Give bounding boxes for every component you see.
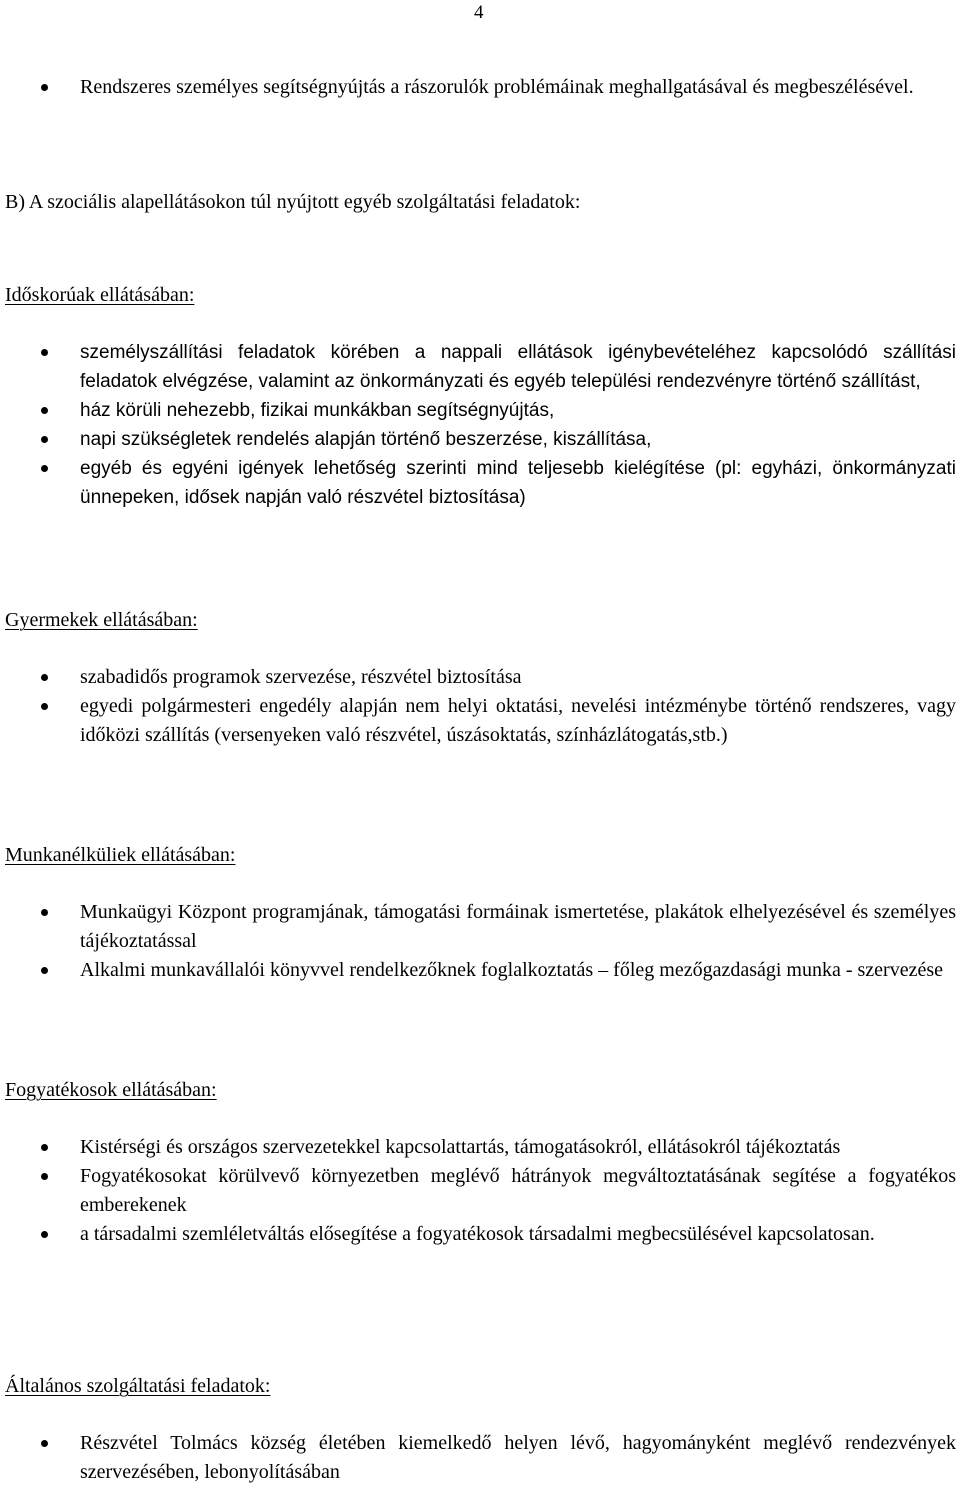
disabled-list <box>0 1133 956 1249</box>
list-item: Kistérségi és országos szervezetekkel kapcsolattartás, támogatásokról, ellátásokról tájékoztatás <box>0 1133 956 1162</box>
list-item: ház körüli nehezebb, fizikai munkákban segítségnyújtás, <box>0 396 956 425</box>
bullet-icon <box>41 909 48 916</box>
bullet-icon <box>41 1144 48 1151</box>
bullet-icon <box>41 465 48 472</box>
list-item: Rendszeres személyes segítségnyújtás a rászorulók problémáinak meghallgatásával és megbeszélésével. <box>0 73 956 102</box>
bullet-icon <box>41 674 48 681</box>
bullet-icon <box>41 407 48 414</box>
list-item: egyéb és egyéni igények lehetőség szerinti mind teljesebb kielégítése (pl: egyházi, önkormányzati ünnepeken, idősek napján való részvétel biztosítása) <box>0 454 956 512</box>
list-item: Munkaügyi Központ programjának, támogatási formáinak ismertetése, plakátok elhelyezésével és személyes tájékoztatással <box>0 898 956 956</box>
bullet-icon <box>41 1440 48 1447</box>
list-item: egyedi polgármesteri engedély alapján nem helyi oktatási, nevelési intézménybe történő rendszeres, vagy időközi szállítás (versenyeken való részvétel, úszásoktatás, színházlátogatás,stb.) <box>0 692 956 750</box>
list-item: a társadalmi szemléletváltás elősegítése a fogyatékosok társadalmi megbecsülésével kapcsolatosan. <box>0 1220 956 1249</box>
list-item: napi szükségletek rendelés alapján történő beszerzése, kiszállítása, <box>0 425 956 454</box>
bullet-icon <box>41 967 48 974</box>
list-item: Fogyatékosokat körülvevő környezetben meglévő hátrányok megváltoztatásának segítése a fogyatékos emberekenek <box>0 1162 956 1220</box>
general-list <box>0 1429 956 1487</box>
page-number: 4 <box>474 2 484 23</box>
elderly-list <box>0 338 956 512</box>
intro-list <box>0 73 956 102</box>
children-heading: Gyermekek ellátásában: <box>5 609 198 631</box>
elderly-heading: Időskorúak ellátásában: <box>5 284 195 306</box>
bullet-icon <box>41 703 48 710</box>
unemployed-heading: Munkanélküliek ellátásában: <box>5 844 236 866</box>
bullet-icon <box>41 1231 48 1238</box>
general-heading: Általános szolgáltatási feladatok: <box>5 1375 271 1397</box>
list-item: személyszállítási feladatok körében a nappali ellátások igénybevételéhez kapcsolódó szállítási feladatok elvégzése, valamint az önkormányzati és egyéb települési rendezvényre történő szállítást, <box>0 338 956 396</box>
list-item: Részvétel Tolmács község életében kiemelkedő helyen lévő, hagyományként meglévő rendezvények szervezésében, lebonyolításában <box>0 1429 956 1487</box>
children-list <box>0 663 956 750</box>
list-item: szabadidős programok szervezése, részvétel biztosítása <box>0 663 956 692</box>
bullet-icon <box>41 349 48 356</box>
bullet-icon <box>41 1173 48 1180</box>
bullet-icon <box>41 84 48 91</box>
disabled-heading: Fogyatékosok ellátásában: <box>5 1079 217 1101</box>
section-b-title: B) A szociális alapellátásokon túl nyújtott egyéb szolgáltatási feladatok: <box>5 191 581 213</box>
bullet-icon <box>41 436 48 443</box>
unemployed-list <box>0 898 956 985</box>
list-item: Alkalmi munkavállalói könyvvel rendelkezőknek foglalkoztatás – főleg mezőgazdasági munka - szervezése <box>0 956 956 985</box>
